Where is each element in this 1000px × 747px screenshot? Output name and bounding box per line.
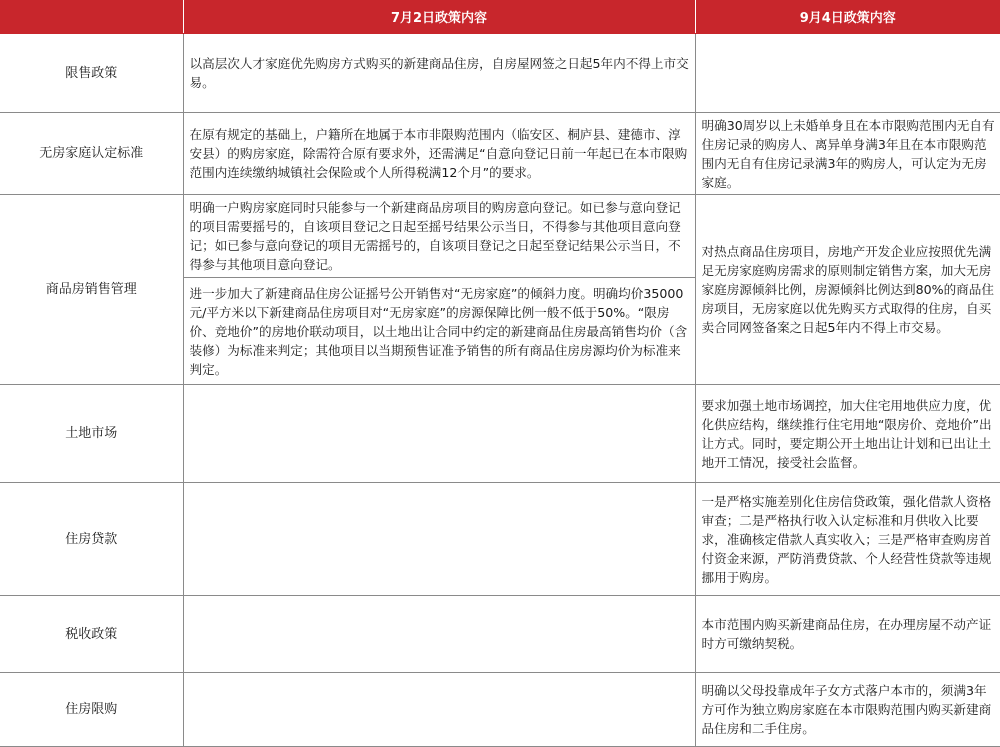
table-row <box>0 34 1000 113</box>
table-row <box>0 113 1000 195</box>
header-jul-2-policy: 7月2日政策内容 <box>183 0 695 34</box>
cell-jul-housing-loan <box>183 483 695 596</box>
row-label-sales-management: 商品房销售管理 <box>0 195 183 385</box>
row-label-purchase-restriction: 住房限购 <box>0 673 183 747</box>
row-label-tax-policy: 税收政策 <box>0 596 183 673</box>
table-row <box>0 673 1000 747</box>
cell-sep-no-home-standard: 明确30周岁以上未婚单身且在本市限购范围内无自有住房记录的购房人、离异单身满3年且在本市限购范围内无自有住房记录满3年的购房人，可认定为无房家庭。 <box>695 113 1000 195</box>
header-sep-4-policy: 9月4日政策内容 <box>695 0 1000 34</box>
table-row <box>0 385 1000 483</box>
row-label-housing-loan: 住房贷款 <box>0 483 183 596</box>
row-label-sales-restriction: 限售政策 <box>0 34 183 113</box>
cell-sep-tax-policy: 本市范围内购买新建商品住房，在办理房屋不动产证时方可缴纳契税。 <box>695 596 1000 673</box>
cell-sep-housing-loan: 一是严格实施差别化住房信贷政策，强化借款人资格审查；二是严格执行收入认定标准和月供收入比要求，准确核定借款人真实收入；三是严格审查购房首付资金来源，严防消费贷款、个人经营性贷款等违规挪用于购房。 <box>695 483 1000 596</box>
header-category <box>0 0 183 34</box>
cell-sep-land-market: 要求加强土地市场调控，加大住宅用地供应力度，优化供应结构，继续推行住宅用地“限房价、竞地价”出让方式。同时，要定期公开土地出让计划和已出让土地开工情况，接受社会监督。 <box>695 385 1000 483</box>
table-row <box>0 195 1000 278</box>
cell-jul-no-home-standard: 在原有规定的基础上，户籍所在地属于本市非限购范围内（临安区、桐庐县、建德市、淳安县）的购房家庭，除需符合原有要求外，还需满足“自意向登记日前一年起已在本市限购范围内连续缴纳城镇社会保险或个人所得税满12个月”的要求。 <box>183 113 695 195</box>
cell-jul-sales-management-2: 进一步加大了新建商品住房公证摇号公开销售对“无房家庭”的倾斜力度。明确均价35000元/平方米以下新建商品住房项目对“无房家庭”的房源保障比例一般不低于50%。“限房价、竞地价”的房地价联动项目，以土地出让合同中约定的新建商品住房最高销售均价（含装修）为标准来判定；其他项目以当期预售证准予销售的所有商品住房房源均价为标准来判定。 <box>183 278 695 385</box>
cell-jul-purchase-restriction <box>183 673 695 747</box>
cell-jul-land-market <box>183 385 695 483</box>
row-label-no-home-standard: 无房家庭认定标准 <box>0 113 183 195</box>
cell-sep-sales-restriction <box>695 34 1000 113</box>
cell-jul-sales-management-1: 明确一户购房家庭同时只能参与一个新建商品房项目的购房意向登记。如已参与意向登记的项目需要摇号的，自该项目登记之日起至摇号结果公示当日，不得参与其他项目意向登记；如已参与意向登记的项目无需摇号的，自该项目登记之日起至登记结果公示当日，不得参与其他项目意向登记。 <box>183 195 695 278</box>
cell-sep-sales-management: 对热点商品住房项目，房地产开发企业应按照优先满足无房家庭购房需求的原则制定销售方案，加大无房家庭房源倾斜比例，房源倾斜比例达到80%的商品住房项目，无房家庭以优先购买方式取得的住房，自买卖合同网签备案之日起5年内不得上市交易。 <box>695 195 1000 385</box>
row-label-land-market: 土地市场 <box>0 385 183 483</box>
table-row <box>0 596 1000 673</box>
table-row <box>0 483 1000 596</box>
table-header-row <box>0 0 1000 34</box>
cell-sep-purchase-restriction: 明确以父母投靠成年子女方式落户本市的，须满3年方可作为独立购房家庭在本市限购范围内购买新建商品住房和二手住房。 <box>695 673 1000 747</box>
cell-jul-sales-restriction: 以高层次人才家庭优先购房方式购买的新建商品住房，自房屋网签之日起5年内不得上市交易。 <box>183 34 695 113</box>
cell-jul-tax-policy <box>183 596 695 673</box>
